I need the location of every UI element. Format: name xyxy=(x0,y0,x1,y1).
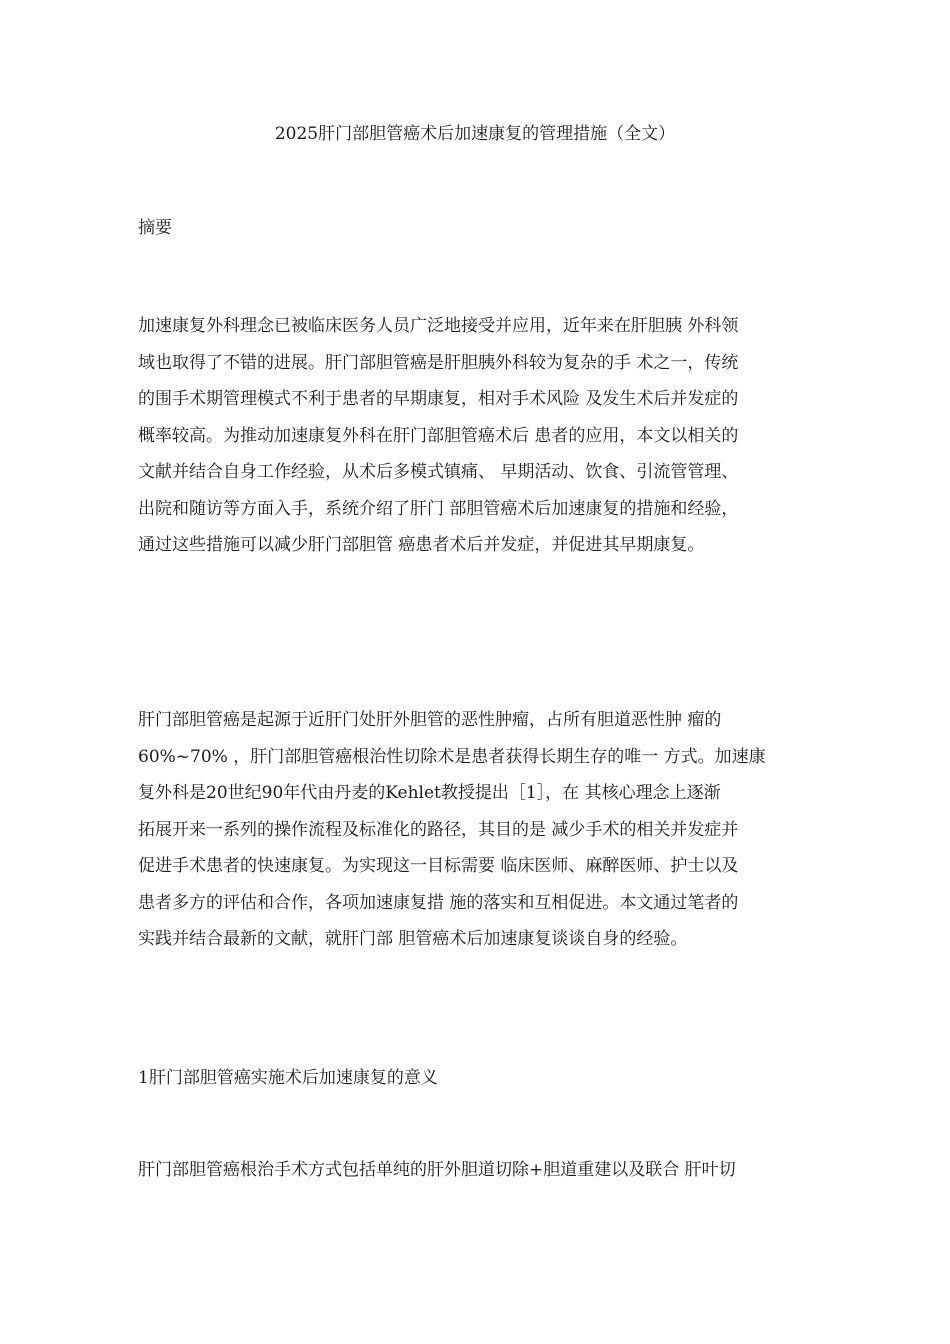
text-line: 的围手术期管理模式不利于患者的早期康复，相对手术风险 及发生术后并发症的 xyxy=(138,389,739,409)
section-1-heading: 1肝门部胆管癌实施术后加速康复的意义 xyxy=(138,1068,438,1088)
text-line: 概率较高。为推动加速康复外科在肝门部胆管癌术后 患者的应用，本文以相关的 xyxy=(138,425,739,446)
text-line: 患者多方的评估和合作，各项加速康复措 施的落实和互相促进。本文通过笔者的 xyxy=(138,892,739,913)
text-line: 促进手术患者的快速康复。为实现这一目标需要 临床医师、麻醉医师、护士以及 xyxy=(138,856,739,876)
section-1-paragraph xyxy=(138,1152,828,1189)
intro-paragraph xyxy=(138,702,828,958)
text-line: 出院和随访等方面入手，系统介绍了肝门 部胆管癌术后加速康复的措施和经验， xyxy=(138,498,739,519)
text-line: 复外科是20世纪90年代由丹麦的Kehlet教授提出［1］，在 其核心理念上逐渐 xyxy=(138,783,721,803)
text-line: 通过这些措施可以减少肝门部胆管 癌患者术后并发症，并促进其早期康复。 xyxy=(138,535,705,555)
text-line: 域也取得了不错的进展。肝门部胆管癌是肝胆胰外科较为复杂的手 术之一，传统 xyxy=(138,352,739,373)
abstract-heading: 摘要 xyxy=(138,218,172,238)
text-line: 60%~70% ，肝门部胆管癌根治性切除术是患者获得长期生存的唯一 方式。加速康 xyxy=(138,746,766,767)
text-line: 实践并结合最新的文献，就肝门部 胆管癌术后加速康复谈谈自身的经验。 xyxy=(138,929,688,949)
abstract-paragraph xyxy=(138,308,828,564)
text-line: 肝门部胆管癌根治手术方式包括单纯的肝外胆道切除+胆道重建以及联合 肝叶切 xyxy=(138,1160,736,1180)
text-line: 拓展开来一系列的操作流程及标准化的路径，其目的是 减少手术的相关并发症并 xyxy=(138,819,739,840)
text-line: 加速康复外科理念已被临床医务人员广泛地接受并应用，近年来在肝胆胰 外科领 xyxy=(138,316,739,336)
document-title: 2025肝门部胆管癌术后加速康复的管理措施（全文） xyxy=(274,124,676,144)
text-line: 文献并结合自身工作经验，从术后多模式镇痛、 早期活动、饮食、引流管管理、 xyxy=(138,462,739,482)
text-line: 肝门部胆管癌是起源于近肝门处肝外胆管的恶性肿瘤，占所有胆道恶性肿 瘤的 xyxy=(138,710,722,730)
